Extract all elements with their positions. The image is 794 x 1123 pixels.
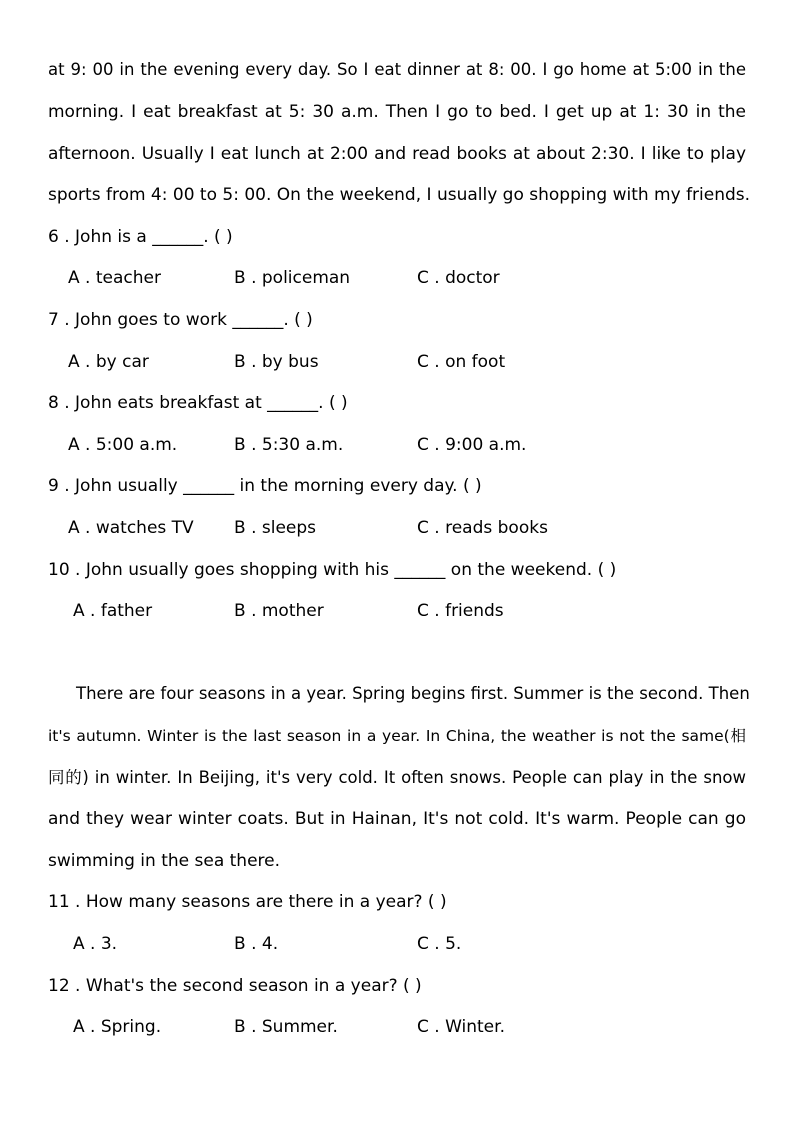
question-11-option-c[interactable]: C . 5.	[417, 934, 462, 954]
question-7-option-b[interactable]: B . by bus	[234, 352, 319, 372]
question-6: 6 . John is a ______. ( )	[48, 227, 233, 247]
passage1-line: sports from 4: 00 to 5: 00. On the weekend, I usually go shopping with my friends.	[48, 185, 751, 205]
question-9: 9 . John usually ______ in the morning every day. ( )	[48, 476, 482, 496]
passage1-line: at 9: 00 in the evening every day. So I eat dinner at 8: 00. I go home at 5:00 in the	[48, 60, 746, 79]
passage2-line: and they wear winter coats. But in Hainan, It's not cold. It's warm. People can go	[48, 809, 746, 829]
passage1-line: afternoon. Usually I eat lunch at 2:00 and read books at about 2:30. I like to play	[48, 144, 746, 164]
question-12-option-c[interactable]: C . Winter.	[417, 1017, 505, 1037]
passage1-line: morning. I eat breakfast at 5: 30 a.m. Then I go to bed. I get up at 1: 30 in the	[48, 102, 746, 122]
question-8-option-b[interactable]: B . 5:30 a.m.	[234, 435, 344, 455]
question-10-option-c[interactable]: C . friends	[417, 601, 504, 621]
question-8: 8 . John eats breakfast at ______. ( )	[48, 393, 348, 413]
question-8-option-a[interactable]: A . 5:00 a.m.	[68, 435, 178, 455]
passage2-line: 同的) in winter. In Beijing, it's very cold. It often snows. People can play in the snow	[48, 768, 746, 787]
question-7: 7 . John goes to work ______. ( )	[48, 310, 313, 330]
question-6-option-c[interactable]: C . doctor	[417, 268, 500, 288]
passage2-line: it's autumn. Winter is the last season in a year. In China, the weather is not the same(相	[48, 727, 746, 745]
passage2-line: There are four seasons in a year. Spring begins first. Summer is the second. Then	[76, 684, 750, 703]
question-7-option-c[interactable]: C . on foot	[417, 352, 506, 372]
question-11-option-a[interactable]: A . 3.	[73, 934, 118, 954]
question-10: 10 . John usually goes shopping with his ______ on the weekend. ( )	[48, 560, 617, 580]
question-6-option-a[interactable]: A . teacher	[68, 268, 161, 288]
question-12-option-a[interactable]: A . Spring.	[73, 1017, 162, 1037]
question-12-option-b[interactable]: B . Summer.	[234, 1017, 338, 1037]
question-12: 12 . What's the second season in a year? ( )	[48, 976, 422, 996]
question-10-option-a[interactable]: A . father	[73, 601, 153, 621]
passage2-line: swimming in the sea there.	[48, 851, 281, 871]
question-8-option-c[interactable]: C . 9:00 a.m.	[417, 435, 527, 455]
question-9-option-c[interactable]: C . reads books	[417, 518, 548, 538]
question-9-option-b[interactable]: B . sleeps	[234, 518, 317, 538]
question-10-option-b[interactable]: B . mother	[234, 601, 324, 621]
question-7-option-a[interactable]: A . by car	[68, 352, 149, 372]
question-9-option-a[interactable]: A . watches TV	[68, 518, 194, 538]
question-11-option-b[interactable]: B . 4.	[234, 934, 279, 954]
question-11: 11 . How many seasons are there in a year? ( )	[48, 892, 447, 912]
question-6-option-b[interactable]: B . policeman	[234, 268, 351, 288]
